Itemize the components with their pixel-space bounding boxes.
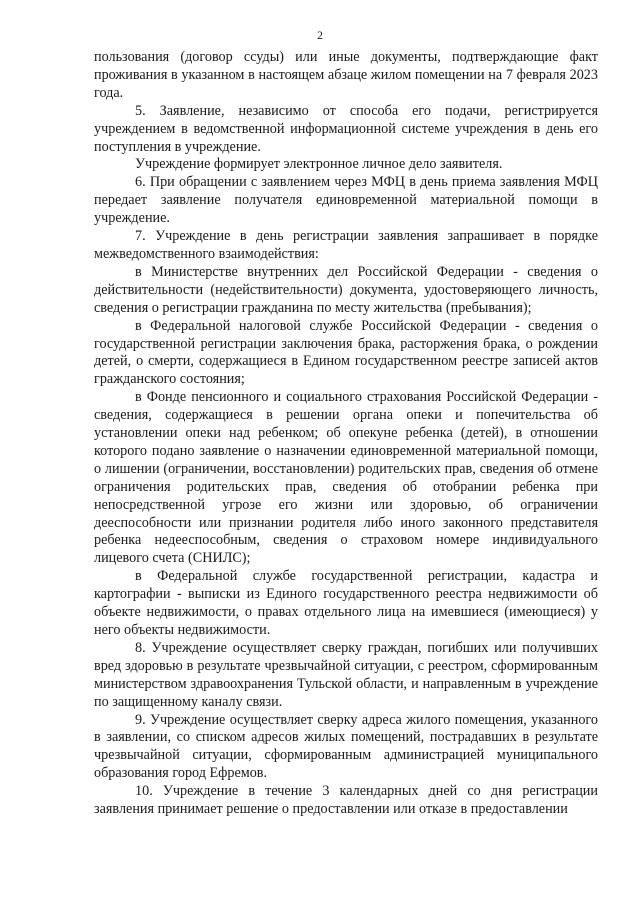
- paragraph: 9. Учреждение осуществляет сверку адреса жилого помещения, указанного в заявлении, со списком адресов жилых помещений, пострадавших в результате чрезвычайной ситуации, сформированным администрацией муниципального образования город Ефремов.: [94, 711, 598, 782]
- paragraph: 6. При обращении с заявлением через МФЦ в день приема заявления МФЦ передает заявление получателя единовременной материальной помощи в учреждение.: [94, 174, 598, 227]
- paragraph: пользования (договор ссуды) или иные документы, подтверждающие факт проживания в указанном в настоящем абзаце жилом помещении на 7 февраля 2023 года.: [94, 49, 598, 101]
- paragraph: в Федеральной службе государственной регистрации, кадастра и картографии - выписки из Единого государственного реестра недвижимости об объекте недвижимости, о правах отдельного лица на имевшиеся (имеющиеся) у него объекты недвижимости.: [94, 568, 598, 638]
- paragraph: 10. Учреждение в течение 3 календарных дней со дня регистрации заявления принимает решение о предоставлении или отказе в предоставлении: [94, 783, 598, 818]
- document-body: [94, 49, 598, 819]
- paragraph: в Фонде пенсионного и социального страхования Российской Федерации - сведения, содержащиеся в решении органа опеки и попечительства об установлении опеки над ребенком; об опекуне ребенка (детей), в отношении которого подано заявление о назначении единовременной материальной помощи, о лишении (ограничении, восстановлении) родительских прав, сведения об отмене ограничения родительских прав, сведения об отобрании ребенка при непосредственной угрозе его жизни или здоровью, об ограничении дееспособности или признании родителя либо иного законного представителя ребенка недееспособным, сведения о страховом номере индивидуального лицевого счета (СНИЛС);: [94, 389, 598, 567]
- paragraph: 8. Учреждение осуществляет сверку граждан, погибших или получивших вред здоровью в результате чрезвычайной ситуации, с реестром, сформированным министерством здравоохранения Тульской области, и направленным в учреждение по защищенному каналу связи.: [94, 639, 598, 710]
- paragraph: Учреждение формирует электронное личное дело заявителя.: [135, 156, 503, 173]
- paragraph: в Министерстве внутренних дел Российской Федерации - сведения о действительности (недействительности) документа, удостоверяющего личность, сведения о регистрации гражданина по месту жительства (пребывания);: [94, 263, 598, 316]
- paragraph: 7. Учреждение в день регистрации заявления запрашивает в порядке межведомственного взаимодействия:: [94, 228, 598, 262]
- paragraph: 5. Заявление, независимо от способа его подачи, регистрируется учреждением в ведомственной информационной системе учреждения в день его поступления в учреждение.: [94, 102, 598, 155]
- paragraph: в Федеральной налоговой службе Российской Федерации - сведения о государственной регистрации заключения брака, расторжения брака, о рождении детей, о смерти, содержащиеся в Едином государственном реестре записей актов гражданского состояния;: [94, 317, 598, 388]
- page-number: 2: [317, 30, 323, 42]
